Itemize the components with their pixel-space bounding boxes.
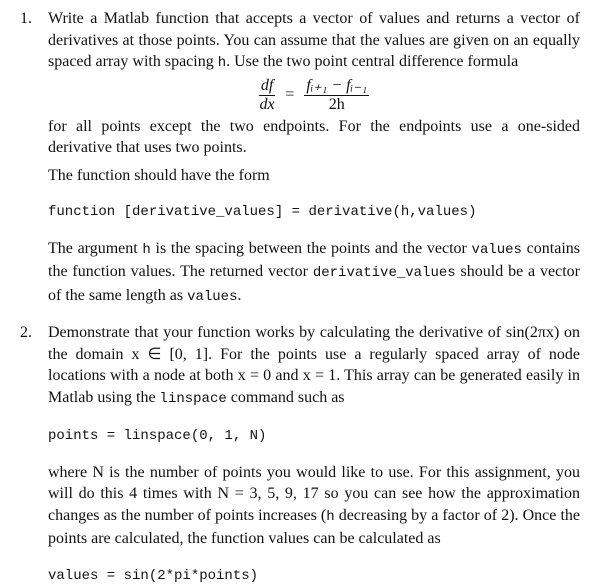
argument-description <box>48 238 580 309</box>
code-derivative-values: derivative_values <box>313 265 456 281</box>
text: Demonstrate that your function works by calculating the derivative of sin(2πx) on the domain x ∈ [0, 1]. For the points use a regularly spaced array of node locations with a node at both x = 0 and x = 1. This array can be generated easily in Matlab using the <box>48 324 580 406</box>
code-values: values <box>472 242 522 258</box>
denominator: dx <box>260 96 275 114</box>
values-code: values = sin(2*pi*points) <box>48 566 580 587</box>
question-1 <box>48 8 580 308</box>
central-difference-formula <box>48 77 580 114</box>
question-number: 1. <box>20 8 32 30</box>
function-signature-code: function [derivative_values] = derivative(h,values) <box>48 202 580 224</box>
code-values: values <box>187 289 237 305</box>
code-h: h <box>142 242 150 258</box>
numerator: fᵢ₊₁ − fᵢ₋₁ <box>304 77 369 96</box>
linspace-code: points = linspace(0, 1, N) <box>48 426 580 448</box>
text: The argument <box>48 240 142 257</box>
text: where N is the number of points you would like to use. For this assignment, you will do this 4 times with N = 3, 5, 9, 17 so you can see how the approximation changes as the number of points increases ( <box>48 464 580 524</box>
question-2 <box>48 322 580 587</box>
form-intro: The function should have the form <box>48 165 580 187</box>
question-1-intro <box>48 8 580 75</box>
text: command such as <box>227 389 345 406</box>
text: contains the function values. The returned vector <box>48 240 580 281</box>
rhs-fraction <box>304 77 369 114</box>
code-linspace: linspace <box>160 391 227 407</box>
text: is the spacing between the points and the vector <box>151 240 472 257</box>
n-description <box>48 462 580 550</box>
question-number: 2. <box>20 322 32 344</box>
lhs-fraction <box>259 77 275 114</box>
text: Write a Matlab function that accepts a vector of values and returns a vector of derivatives at those points. You can assume that the values are given on an equally spaced array with spacing <box>48 10 580 70</box>
equals-sign: = <box>285 84 294 106</box>
code-h: h <box>218 55 226 71</box>
text: decreasing by a factor of 2). Once the points are calculated, the function values can be calculated as <box>48 507 580 548</box>
text: should be a vector of the same length as <box>48 263 580 304</box>
code-h: h <box>326 509 334 525</box>
text: . Use the two point central difference formula <box>226 53 518 70</box>
endpoint-text: for all points except the two endpoints. For the endpoints use a one-sided derivative that uses two points. <box>48 116 580 159</box>
numerator: df <box>259 77 275 96</box>
denominator: 2h <box>329 96 345 114</box>
text: . <box>238 287 242 304</box>
question-2-intro <box>48 322 580 410</box>
